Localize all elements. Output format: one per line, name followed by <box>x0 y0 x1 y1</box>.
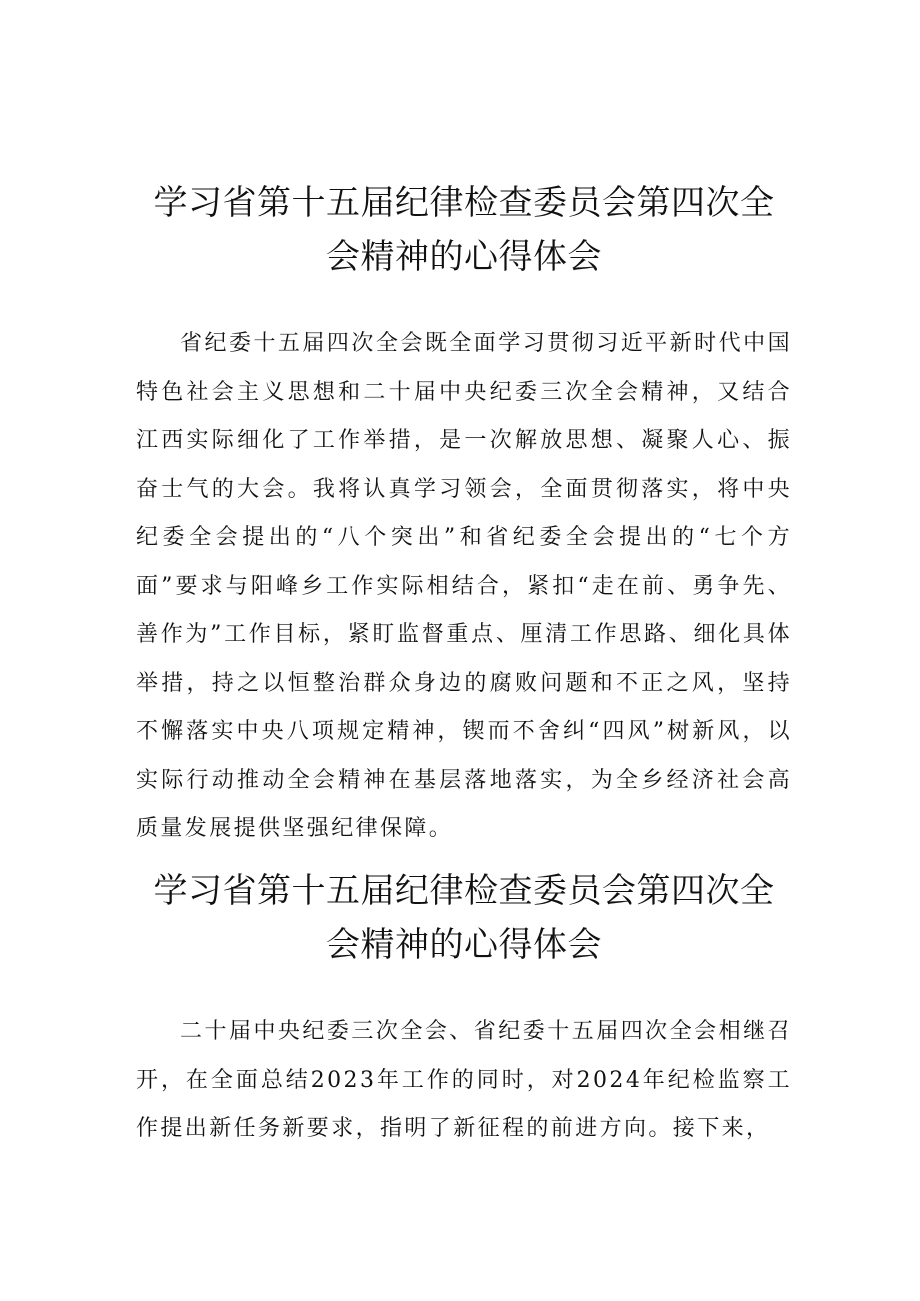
article-paragraph-2: 二十届中央纪委三次全会、省纪委十五届四次全会相继召开，在全面总结2023年工作的同时，对2024年纪检监察工作提出新任务新要求，指明了新征程的前进方向。接下来， <box>136 1019 792 1141</box>
article-section-1 <box>136 176 792 854</box>
article-title-2 <box>136 864 792 972</box>
article-title-1 <box>136 176 792 284</box>
article-title-2-line-1: 学习省第十五届纪律检查委员会第四次全 <box>153 871 775 911</box>
article-title-1-line-1: 学习省第十五届纪律检查委员会第四次全 <box>153 183 775 223</box>
article-title-2-line-2: 会精神的心得体会 <box>326 925 602 965</box>
article-title-1-line-2: 会精神的心得体会 <box>326 237 602 277</box>
article-section-2 <box>136 864 792 1153</box>
article-paragraph-1: 省纪委十五届四次全会既全面学习贯彻习近平新时代中国特色社会主义思想和二十届中央纪委三次全会精神，又结合江西实际细化了工作举措，是一次解放思想、凝聚人心、振奋士气的大会。我将认真学习领会，全面贯彻落实，将中央纪委全会提出的“八个突出”和省纪委全会提出的“七个方面”要求与阳峰乡工作实际相结合，紧扣“走在前、勇争先、善作为”工作目标，紧盯监督重点、厘清工作思路、细化具体举措，持之以恒整治群众身边的腐败问题和不正之风，坚持不懈落实中央八项规定精神，锲而不舍纠“四风”树新风，以实际行动推动全会精神在基层落地落实，为全乡经济社会高质量发展提供坚强纪律保障。 <box>136 331 792 841</box>
